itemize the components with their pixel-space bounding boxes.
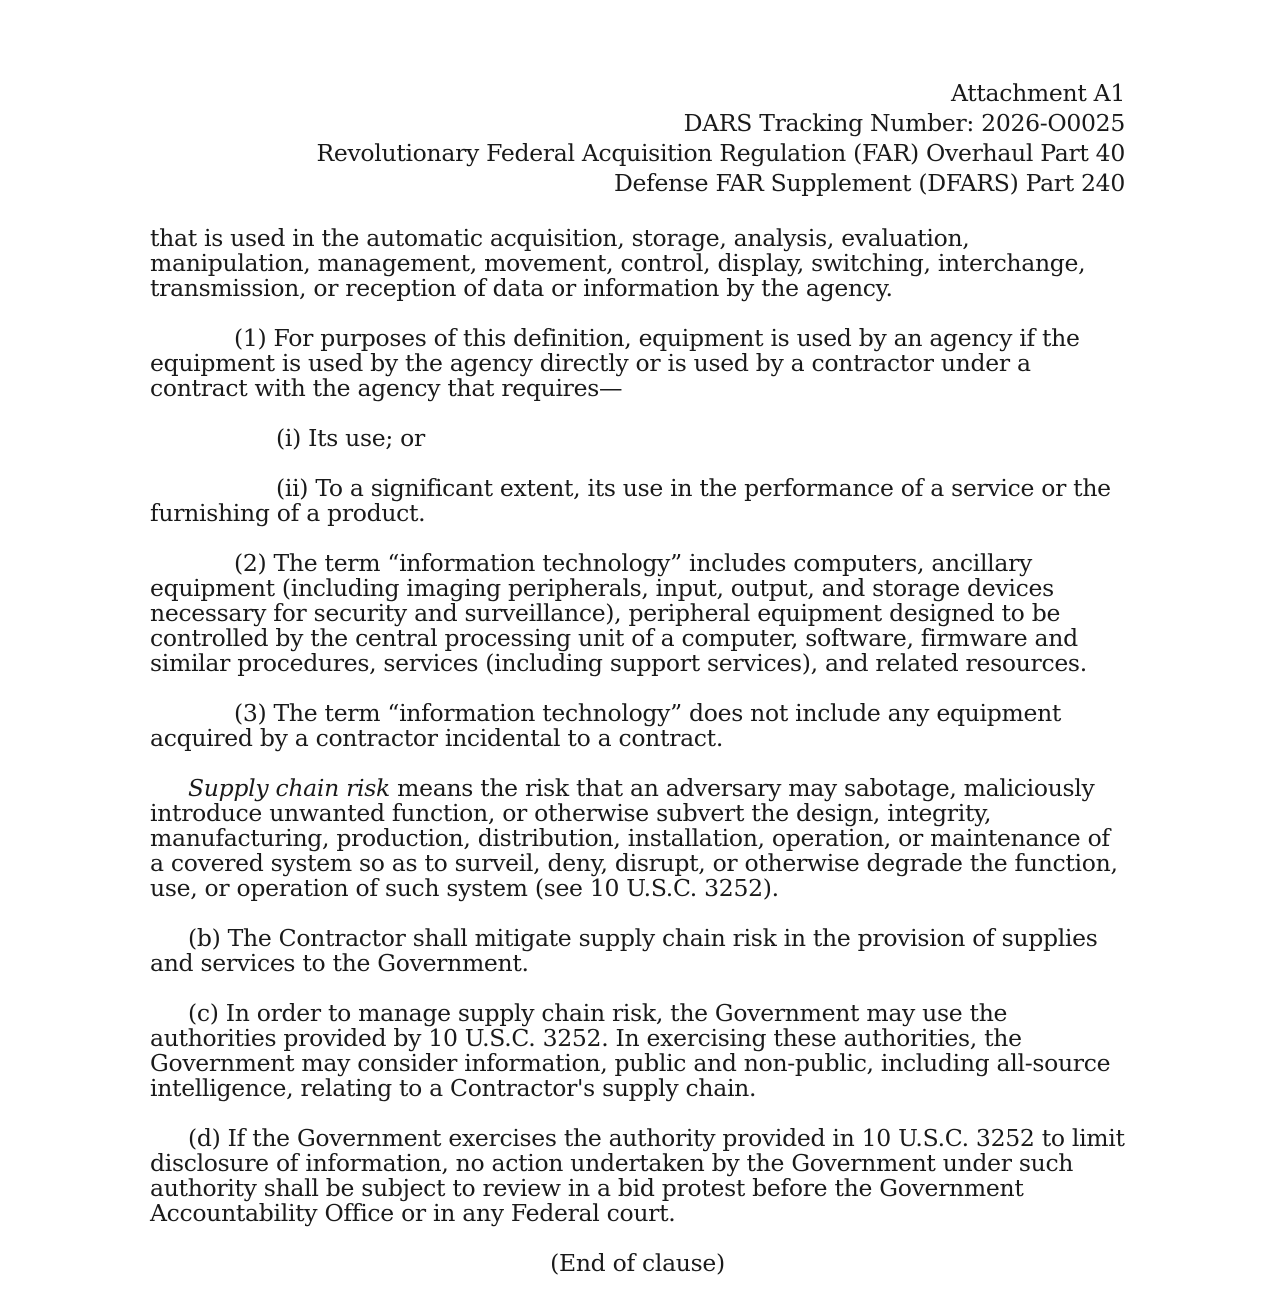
paragraph-1: (1) For purposes of this definition, equipment is used by an agency if the equipment is used by the agency directly or is used by a contractor under a contract with the agency that requires— [150,324,1080,402]
paragraph-continuation: that is used in the automatic acquisition, storage, analysis, evaluation, manipulation, management, movement, control, display, switching, interchange, transmission, or reception of data or information by the agency. [150,224,1086,302]
paragraph-2: (2) The term “information technology” includes computers, ancillary equipment (including imaging peripherals, input, output, and storage devices necessary for security and surveillance), peripheral equipment designed to be controlled by the central processing unit of a computer, software, firmware and similar procedures, services (including support services), and related resources. [150,549,1087,677]
definition-text: means the risk that an adversary may sabotage, maliciously introduce unwanted function, or otherwise subvert the design, integrity, manufacturing, production, distribution, installation, operation, or maintenance of a covered system so as to surveil, deny, disrupt, or otherwise degrade the function, use, or operation of such system (see 10 U.S.C. 3252). [150,774,1118,902]
clause-body [150,226,1125,1276]
defined-term: Supply chain risk [188,774,390,802]
tracking-number: DARS Tracking Number: 2026-O0025 [683,109,1125,137]
supply-chain-risk-definition [150,776,1125,901]
far-part-title: Revolutionary Federal Acquisition Regulation (FAR) Overhaul Part 40 [316,139,1125,167]
end-of-clause: (End of clause) [550,1249,725,1277]
attachment-label: Attachment A1 [950,79,1125,107]
paragraph-b: (b) The Contractor shall mitigate supply chain risk in the provision of supplies and services to the Government. [150,924,1098,977]
document-header [316,78,1125,198]
paragraph-c: (c) In order to manage supply chain risk, the Government may use the authorities provided by 10 U.S.C. 3252. In exercising these authorities, the Government may consider information, public and non-public, including all-source intelligence, relating to a Contractor's supply chain. [150,999,1111,1102]
dfars-part-title: Defense FAR Supplement (DFARS) Part 240 [613,169,1125,197]
paragraph-1-ii: (ii) To a significant extent, its use in the performance of a service or the furnishing of a product. [150,474,1111,527]
paragraph-3: (3) The term “information technology” does not include any equipment acquired by a contractor incidental to a contract. [150,699,1062,752]
paragraph-1-i: (i) Its use; or [276,424,425,452]
paragraph-d: (d) If the Government exercises the authority provided in 10 U.S.C. 3252 to limit disclosure of information, no action undertaken by the Government under such authority shall be subject to review in a bid protest before the Government Accountability Office or in any Federal court. [150,1124,1125,1227]
